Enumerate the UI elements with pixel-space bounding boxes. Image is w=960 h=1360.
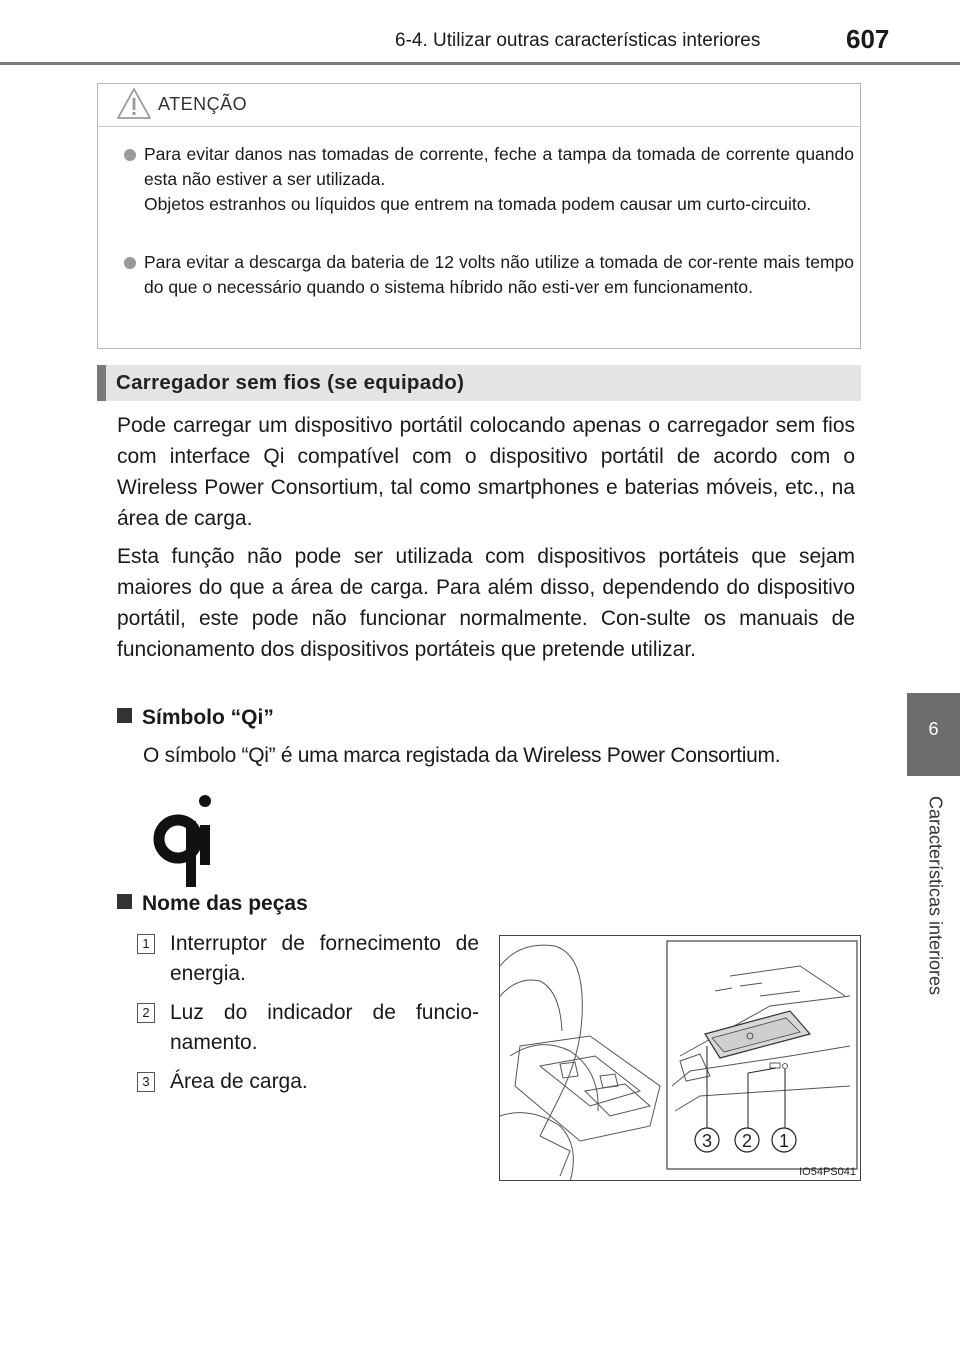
- chapter-side-label: Características interiores: [925, 795, 946, 996]
- section-heading: 6-4. Utilizar outras características interiores: [395, 30, 761, 51]
- car-console-illustration: [500, 936, 861, 1181]
- bullet-icon: [124, 257, 136, 269]
- warning-title: ATENÇÃO: [158, 94, 248, 114]
- chapter-tab: [907, 693, 960, 776]
- qi-logo-icon: [148, 795, 218, 887]
- qi-heading-text: Símbolo “Qi”: [142, 706, 274, 729]
- page-number: 607: [846, 24, 890, 54]
- chapter-number: 6: [928, 719, 939, 739]
- parts-heading-text: Nome das peças: [142, 892, 308, 915]
- warning-item: [124, 142, 854, 217]
- body-paragraph: Esta função não pode ser utilizada com dispositivos portáteis que sejam maiores do que a área de carga. Para além disso, dependendo do dispositivo portátil, este pode não funcionar normalmente. Con-sulte os manuais de funcionamento dos dispositivos portáteis que pretende utilizar.: [117, 545, 855, 661]
- callout-label: 3: [701, 1131, 713, 1151]
- part-text: Área de carga.: [170, 1070, 308, 1093]
- part-item: [137, 929, 479, 989]
- charger-figure: [499, 935, 861, 1181]
- warning-text: Objetos estranhos ou líquidos que entrem na tomada podem causar um curto-circuito.: [144, 194, 812, 214]
- part-text: Interruptor de fornecimento de energia.: [170, 932, 479, 985]
- warning-text: Para evitar a descarga da bateria de 12 volts não utilize a tomada de cor-rente mais tempo do que o necessário quando o sistema híbrido não esti-ver em funcionamento.: [144, 252, 854, 297]
- square-bullet-icon: [117, 894, 132, 909]
- bullet-icon: [124, 149, 136, 161]
- part-number: 1: [137, 934, 155, 954]
- callout-label: 1: [778, 1131, 790, 1151]
- warning-item: [124, 250, 854, 300]
- qi-subheading: [117, 706, 274, 730]
- warning-text: Para evitar danos nas tomadas de corrente, feche a tampa da tomada de corrente quando esta não estiver a ser utilizada.: [144, 144, 854, 189]
- part-text: Luz do indicador de funcio-namento.: [170, 1001, 479, 1054]
- figure-code: IO54PS041: [799, 1166, 856, 1178]
- parts-subheading: [117, 892, 308, 916]
- square-bullet-icon: [117, 708, 132, 723]
- part-number: 2: [137, 1003, 155, 1023]
- callout-label: 2: [741, 1131, 753, 1151]
- section-title-bar: [97, 365, 861, 401]
- section-title: Carregador sem fios (se equipado): [116, 371, 465, 394]
- body-paragraph: Pode carregar um dispositivo portátil colocando apenas o carregador sem fios com interface Qi compatível com o dispositivo portátil de acordo com o Wireless Power Consortium, tal como smartphones e baterias móveis, etc., na área de carga.: [117, 414, 855, 530]
- part-item: [137, 998, 479, 1058]
- warning-box: [97, 83, 861, 349]
- qi-description: O símbolo “Qi” é uma marca registada da Wireless Power Consortium.: [143, 744, 781, 767]
- header-rule: [0, 62, 960, 65]
- part-item: [137, 1067, 479, 1097]
- part-number: 3: [137, 1072, 155, 1092]
- warning-header: [98, 84, 860, 127]
- warning-triangle-icon: [116, 87, 152, 121]
